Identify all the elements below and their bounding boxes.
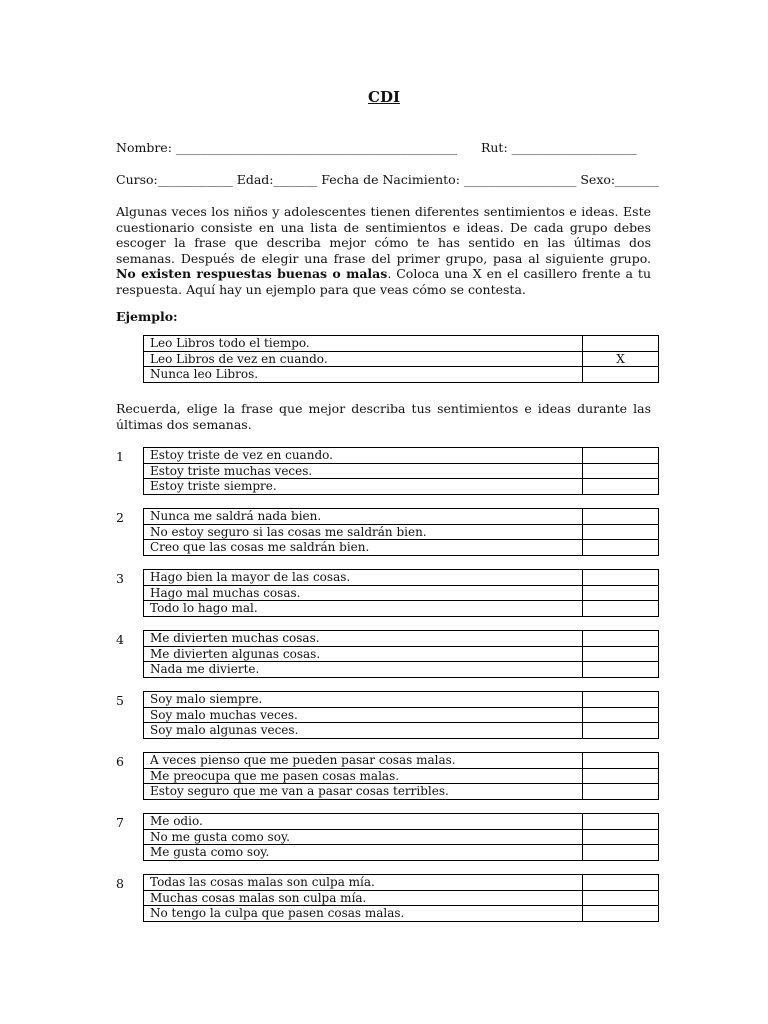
item-table-8: [143, 874, 659, 922]
option-text: Soy malo muchas veces.: [144, 707, 583, 723]
table-row: [144, 367, 659, 383]
answer-box[interactable]: [583, 875, 659, 891]
answer-box[interactable]: [583, 829, 659, 845]
item-number: 7: [116, 815, 124, 830]
table-row: [144, 540, 659, 556]
instructions-bold: No existen respuestas buenas o malas: [116, 266, 388, 282]
answer-box[interactable]: [583, 890, 659, 906]
table-row: [144, 707, 659, 723]
answer-box[interactable]: [583, 906, 659, 922]
item-number: 2: [116, 510, 124, 525]
item-number: 8: [116, 876, 124, 891]
answer-box[interactable]: [583, 479, 659, 495]
option-text: A veces pienso que me pueden pasar cosas malas.: [144, 753, 583, 769]
answer-box[interactable]: [583, 509, 659, 525]
option-text: Hago bien la mayor de las cosas.: [144, 570, 583, 586]
table-row: [144, 845, 659, 861]
table-row: [144, 524, 659, 540]
item-number: 4: [116, 632, 124, 647]
answer-box[interactable]: [583, 723, 659, 739]
reminder-paragraph: Recuerda, elige la frase que mejor describa tus sentimientos e ideas durante las últimas dos semanas.: [116, 401, 651, 432]
answer-box[interactable]: [583, 336, 659, 352]
item-number: 3: [116, 571, 124, 586]
table-row: [144, 336, 659, 352]
item-table-4: [143, 630, 659, 678]
answer-box[interactable]: [583, 845, 659, 861]
answer-box[interactable]: [583, 540, 659, 556]
table-row: [144, 585, 659, 601]
answer-box[interactable]: [583, 524, 659, 540]
table-row: [144, 662, 659, 678]
table-row: [144, 906, 659, 922]
option-text: Nada me divierte.: [144, 662, 583, 678]
answer-box[interactable]: [583, 585, 659, 601]
answer-box[interactable]: [583, 367, 659, 383]
instructions-text-1: Algunas veces los niños y adolescentes tienen diferentes sentimientos e ideas. Este cuestionario consiste en una lista de sentimientos e ideas. De cada grupo debes escoger la frase que describa mejor cómo te has sentido en las últimas dos semanas. Después de elegir una frase del primer grupo, pasa al siguiente grupo.: [116, 204, 651, 266]
answer-box[interactable]: [583, 753, 659, 769]
option-text: Nunca leo Libros.: [144, 367, 583, 383]
item-number: 6: [116, 754, 124, 769]
item-table-5: [143, 691, 659, 739]
table-row: [144, 723, 659, 739]
item-table-6: [143, 752, 659, 800]
option-text: Creo que las cosas me saldrán bien.: [144, 540, 583, 556]
option-text: Todas las cosas malas son culpa mía.: [144, 875, 583, 891]
item-number: 5: [116, 693, 124, 708]
option-text: Nunca me saldrá nada bien.: [144, 509, 583, 525]
option-text: Estoy triste siempre.: [144, 479, 583, 495]
option-text: No tengo la culpa que pasen cosas malas.: [144, 906, 583, 922]
table-row: [144, 814, 659, 830]
table-row: [144, 448, 659, 464]
option-text: Muchas cosas malas son culpa mía.: [144, 890, 583, 906]
item-table-1: [143, 447, 659, 495]
answer-box[interactable]: [583, 570, 659, 586]
table-row: [144, 890, 659, 906]
answer-box[interactable]: X: [583, 351, 659, 367]
option-text: Leo Libros todo el tiempo.: [144, 336, 583, 352]
answer-box[interactable]: [583, 662, 659, 678]
table-row: [144, 692, 659, 708]
table-row: [144, 875, 659, 891]
option-text: No estoy seguro si las cosas me saldrán bien.: [144, 524, 583, 540]
item-table-3: [143, 569, 659, 617]
option-text: Me odio.: [144, 814, 583, 830]
answer-box[interactable]: [583, 784, 659, 800]
answer-box[interactable]: [583, 692, 659, 708]
table-row: [144, 570, 659, 586]
option-text: Soy malo algunas veces.: [144, 723, 583, 739]
answer-box[interactable]: [583, 601, 659, 617]
option-text: Me divierten muchas cosas.: [144, 631, 583, 647]
option-text: No me gusta como soy.: [144, 829, 583, 845]
item-table-7: [143, 813, 659, 861]
table-row: [144, 829, 659, 845]
table-row: [144, 753, 659, 769]
table-row: [144, 646, 659, 662]
table-row: [144, 768, 659, 784]
item-table-2: [143, 508, 659, 556]
table-row: [144, 509, 659, 525]
instructions-text-2: . Coloca una X en el casillero frente a tu respuesta. Aquí hay un ejemplo para que veas cómo se contesta.: [116, 266, 652, 297]
option-text: Estoy seguro que me van a pasar cosas terribles.: [144, 784, 583, 800]
answer-box[interactable]: [583, 814, 659, 830]
option-text: Me preocupa que me pasen cosas malas.: [144, 768, 583, 784]
table-row: [144, 351, 659, 367]
answer-box[interactable]: [583, 707, 659, 723]
option-text: Me gusta como soy.: [144, 845, 583, 861]
answer-box[interactable]: [583, 463, 659, 479]
option-text: Todo lo hago mal.: [144, 601, 583, 617]
course-age-birth-sex-line[interactable]: Curso:____________ Edad:_______ Fecha de Nacimiento: __________________ Sexo:_______: [116, 172, 659, 187]
instructions-paragraph: [116, 204, 651, 298]
option-text: Hago mal muchas cosas.: [144, 585, 583, 601]
answer-box[interactable]: [583, 448, 659, 464]
table-row: [144, 601, 659, 617]
answer-box[interactable]: [583, 768, 659, 784]
table-row: [144, 463, 659, 479]
option-text: Me divierten algunas cosas.: [144, 646, 583, 662]
table-row: [144, 784, 659, 800]
item-number: 1: [116, 449, 124, 464]
answer-box[interactable]: [583, 646, 659, 662]
option-text: Estoy triste muchas veces.: [144, 463, 583, 479]
answer-box[interactable]: [583, 631, 659, 647]
example-label: Ejemplo:: [116, 309, 178, 324]
table-row: [144, 479, 659, 495]
option-text: Soy malo siempre.: [144, 692, 583, 708]
table-row: [144, 631, 659, 647]
example-table: [143, 335, 659, 383]
option-text: Leo Libros de vez en cuando.: [144, 351, 583, 367]
document-title: CDI: [368, 88, 400, 106]
name-rut-line[interactable]: Nombre: _____________________________________________ Rut: ____________________: [116, 140, 637, 155]
option-text: Estoy triste de vez en cuando.: [144, 448, 583, 464]
